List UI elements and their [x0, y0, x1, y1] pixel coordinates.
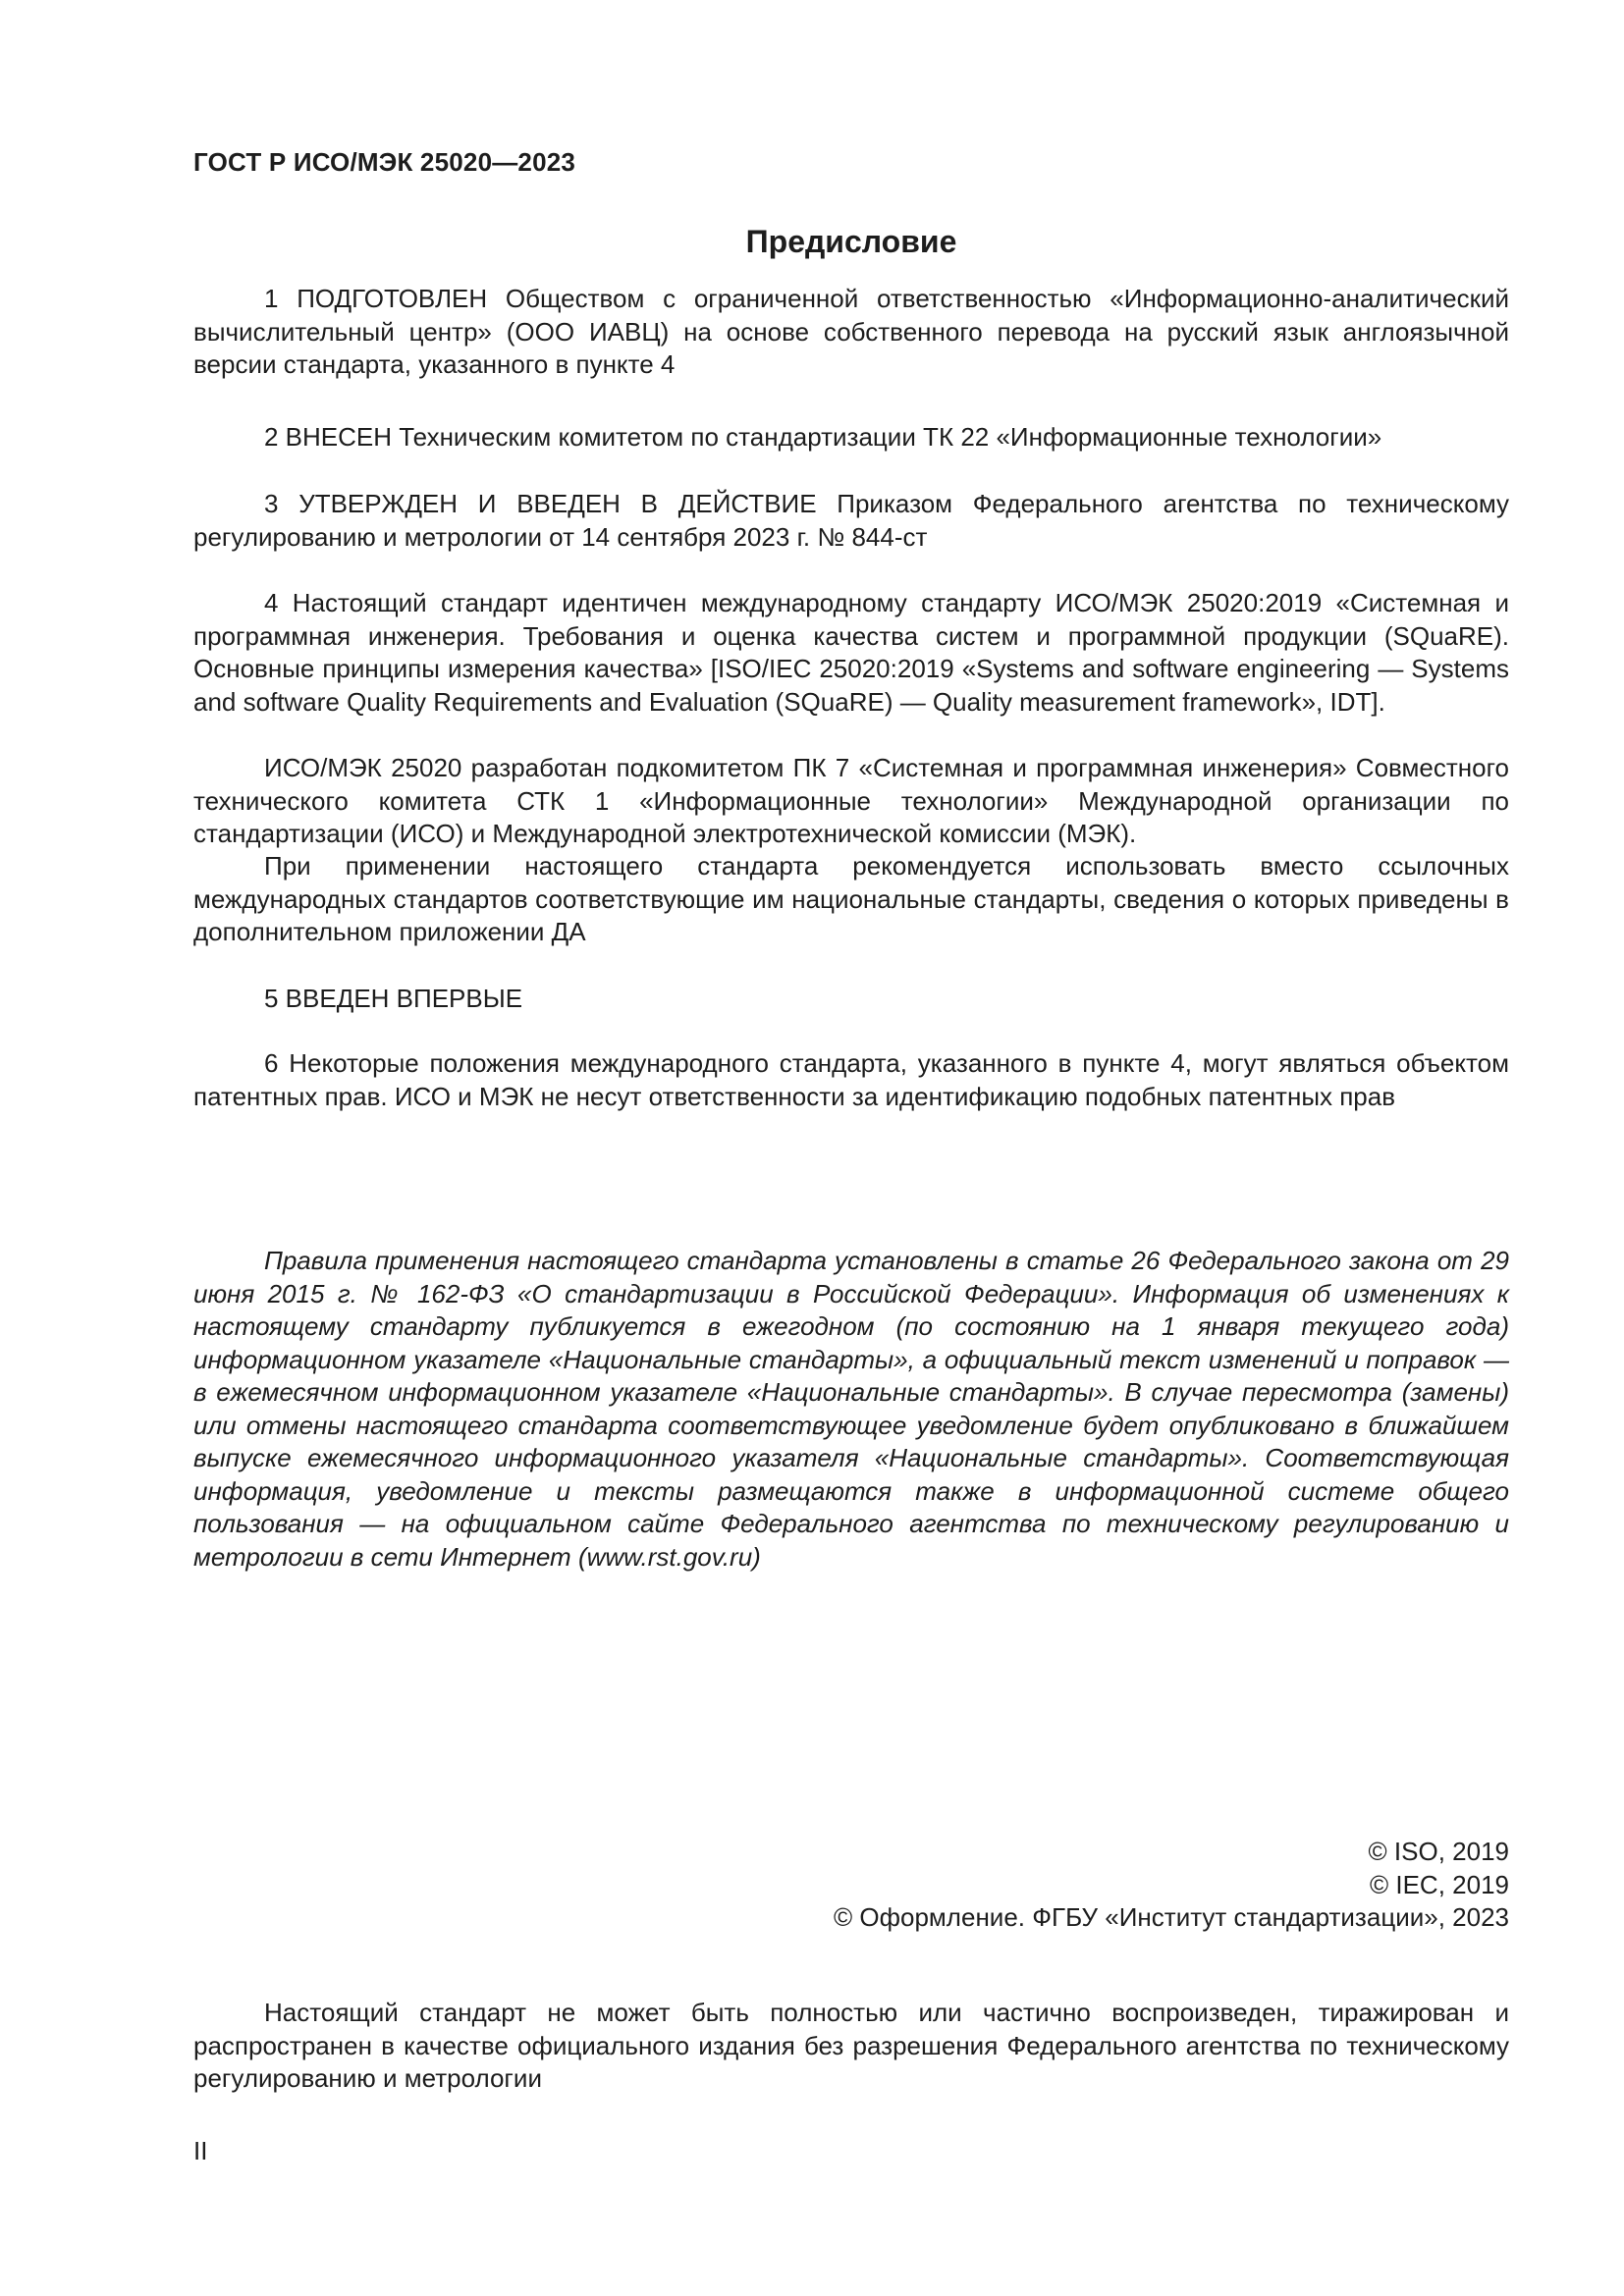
page-title: Предисловие	[745, 224, 957, 259]
page-number: II	[193, 2136, 208, 2165]
paragraph-item-4-national-standards: При применении настоящего стандарта рекомендуется использовать вместо ссылочных международных стандартов соответствующие им национальные стандарты, сведения о которых приведены в дополнительном приложении ДА	[193, 851, 1509, 946]
paragraph-item-3: 3 УТВЕРЖДЕН И ВВЕДЕН В ДЕЙСТВИЕ Приказом Федерального агентства по техническому регулированию и метрологии от 14 сентября 2023 г. № 844-ст	[193, 489, 1509, 552]
paragraph-item-5: 5 ВВЕДЕН ВПЕРВЫЕ	[264, 984, 523, 1013]
copyright-iso: © ISO, 2019	[1368, 1837, 1509, 1866]
paragraph-item-1: 1 ПОДГОТОВЛЕН Обществом с ограниченной ответственностью «Информационно-аналитический вычислительный центр» (ООО ИАВЦ) на основе собственного перевода на русский язык англоязычной версии стандарта, указанного в пункте 4	[193, 284, 1509, 379]
paragraph-item-6: 6 Некоторые положения международного стандарта, указанного в пункте 4, могут являться объектом патентных прав. ИСО и МЭК не несут ответственности за идентификацию подобных патентных прав	[193, 1048, 1509, 1111]
paragraph-item-4: 4 Настоящий стандарт идентичен международному стандарту ИСО/МЭК 25020:2019 «Системная и программная инженерия. Требования и оценка качества систем и программной продукции (SQuaRE). Основные принципы измерения качества» [ISO/IEC 25020:2019 «Systems and software engineering — Systems and software Quality Requirements and Evaluation (SQuaRE) — Quality measurement framework», IDT].	[193, 588, 1509, 717]
paragraph-item-2: 2 ВНЕСЕН Техническим комитетом по стандартизации ТК 22 «Информационные технологии»	[264, 422, 1382, 452]
copyright-design: © Оформление. ФГБУ «Институт стандартизации», 2023	[834, 1902, 1509, 1932]
rules-note: Правила применения настоящего стандарта установлены в статье 26 Федерального закона от 29 июня 2015 г. № 162-ФЗ «О стандартизации в Российской Федерации». Информация об изменениях к настоящему стандарту публикуется в ежегодном (по состоянию на 1 января текущего года) информационном указателе «Национальные стандарты», а официальный текст изменений и поправок — в ежемесячном информационном указателе «Национальные стандарты». В случае пересмотра (замены) или отмены настоящего стандарта соответствующее уведомление будет опубликовано в ближайшем выпуске ежемесячного информационного указателя «Национальные стандарты». Соответствующая информация, уведомление и тексты размещаются также в информационной системе общего пользования — на официальном сайте Федерального агентства по техническому регулированию и метрологии в сети Интернет (www.rst.gov.ru)	[193, 1246, 1509, 1572]
copyright-iec: © IEC, 2019	[1369, 1869, 1509, 1899]
standard-code-header: ГОСТ Р ИСО/МЭК 25020—2023	[193, 147, 576, 177]
reproduction-notice: Настоящий стандарт не может быть полностью или частично воспроизведен, тиражирован и распространен в качестве официального издания без разрешения Федерального агентства по техническому регулированию и метрологии	[193, 1998, 1509, 2093]
copyright-block	[625, 1836, 1509, 1935]
paragraph-item-4-subcommittee: ИСО/МЭК 25020 разработан подкомитетом ПК 7 «Системная и программная инженерия» Совместного технического комитета СТК 1 «Информационные технологии» Международной организации по стандартизации (ИСО) и Международной электротехнической комиссии (МЭК).	[193, 753, 1509, 848]
